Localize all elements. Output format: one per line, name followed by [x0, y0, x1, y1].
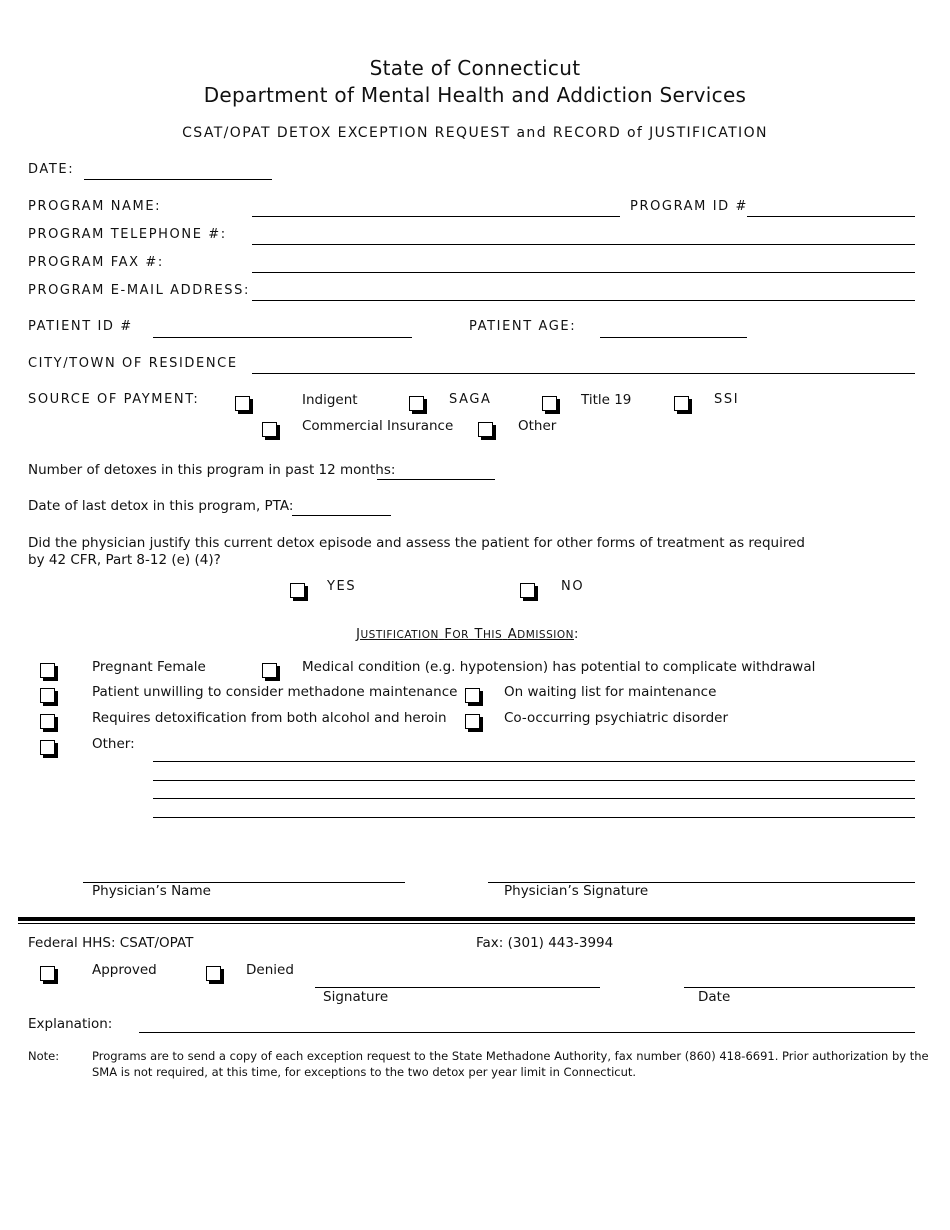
explanation-label: Explanation: — [28, 1016, 113, 1032]
form-title: CSAT/OPAT DETOX EXCEPTION REQUEST and RECORD of JUSTIFICATION — [182, 125, 768, 141]
title19-checkbox[interactable] — [542, 396, 557, 411]
note-label: Note: — [28, 1049, 60, 1063]
date-field[interactable] — [84, 179, 272, 180]
section-divider — [18, 917, 915, 921]
federal-signature-field[interactable] — [315, 987, 600, 988]
psychiatric-label: Co-occurring psychiatric disorder — [504, 710, 729, 726]
ssi-checkbox[interactable] — [674, 396, 689, 411]
other-line-3[interactable] — [153, 798, 915, 799]
alcohol-heroin-checkbox[interactable] — [40, 714, 55, 729]
patient-id-label: PATIENT ID # — [28, 319, 133, 334]
approved-label: Approved — [92, 962, 157, 978]
patient-age-label: PATIENT AGE: — [469, 319, 577, 334]
yes-label: YES — [327, 579, 357, 594]
justification-heading: JUSTIFICATION FOR THIS ADMISSION: — [356, 627, 579, 642]
denied-label: Denied — [246, 962, 294, 978]
pregnant-label: Pregnant Female — [92, 659, 206, 675]
source-of-payment-label: SOURCE OF PAYMENT: — [28, 392, 200, 407]
no-label: NO — [561, 579, 585, 594]
physician-signature-label: Physician’s Signature — [504, 883, 649, 899]
indigent-label: Indigent — [302, 392, 358, 408]
program-telephone-label: PROGRAM TELEPHONE #: — [28, 227, 227, 242]
other-line-1[interactable] — [153, 761, 915, 762]
city-town-label: CITY/TOWN OF RESIDENCE — [28, 356, 238, 371]
ssi-label: SSI — [714, 392, 740, 407]
explanation-field[interactable] — [139, 1032, 915, 1033]
other-justification-checkbox[interactable] — [40, 740, 55, 755]
federal-signature-label: Signature — [323, 989, 389, 1005]
note-line1: Programs are to send a copy of each exception request to the State Methadone Authority, fax number (860) 418-6691. Prior authorization by the — [92, 1049, 929, 1063]
patient-id-field[interactable] — [153, 337, 412, 338]
approved-checkbox[interactable] — [40, 966, 55, 981]
unwilling-label: Patient unwilling to consider methadone maintenance — [92, 684, 458, 700]
program-email-field[interactable] — [252, 300, 915, 301]
saga-label: SAGA — [449, 392, 492, 407]
last-detox-field[interactable] — [292, 515, 391, 516]
alcohol-heroin-label: Requires detoxification from both alcohol and heroin — [92, 710, 447, 726]
saga-checkbox[interactable] — [409, 396, 424, 411]
note-line2: SMA is not required, at this time, for exceptions to the two detox per year limit in Connecticut. — [92, 1065, 637, 1079]
commercial-insurance-checkbox[interactable] — [262, 422, 277, 437]
section-divider-thin — [18, 923, 915, 924]
program-email-label: PROGRAM E-MAIL ADDRESS: — [28, 283, 250, 298]
patient-age-field[interactable] — [600, 337, 747, 338]
medical-condition-label: Medical condition (e.g. hypotension) has potential to complicate withdrawal — [302, 659, 816, 675]
physician-question-line2: by 42 CFR, Part 8-12 (e) (4)? — [28, 552, 221, 568]
last-detox-label: Date of last detox in this program, PTA: — [28, 498, 294, 514]
pregnant-checkbox[interactable] — [40, 663, 55, 678]
program-telephone-field[interactable] — [252, 244, 915, 245]
commercial-insurance-label: Commercial Insurance — [302, 418, 454, 434]
medical-condition-checkbox[interactable] — [262, 663, 277, 678]
no-checkbox[interactable] — [520, 583, 535, 598]
other-payment-checkbox[interactable] — [478, 422, 493, 437]
other-payment-label: Other — [518, 418, 557, 434]
physician-name-label: Physician’s Name — [92, 883, 211, 899]
psychiatric-checkbox[interactable] — [465, 714, 480, 729]
program-name-field[interactable] — [252, 216, 620, 217]
program-fax-field[interactable] — [252, 272, 915, 273]
federal-fax-label: Fax: (301) 443-3994 — [476, 935, 614, 951]
num-detoxes-label: Number of detoxes in this program in past 12 months: — [28, 462, 396, 478]
unwilling-checkbox[interactable] — [40, 688, 55, 703]
federal-agency-label: Federal HHS: CSAT/OPAT — [28, 935, 194, 951]
federal-date-field[interactable] — [684, 987, 915, 988]
date-label: DATE: — [28, 162, 75, 177]
program-name-label: PROGRAM NAME: — [28, 199, 162, 214]
program-id-field[interactable] — [747, 216, 915, 217]
program-id-label: PROGRAM ID # — [630, 199, 748, 214]
other-line-4[interactable] — [153, 817, 915, 818]
federal-date-label: Date — [698, 989, 731, 1005]
state-title: State of Connecticut — [369, 56, 581, 80]
yes-checkbox[interactable] — [290, 583, 305, 598]
indigent-checkbox[interactable] — [235, 396, 250, 411]
title19-label: Title 19 — [581, 392, 632, 408]
other-line-2[interactable] — [153, 780, 915, 781]
num-detoxes-field[interactable] — [377, 479, 495, 480]
department-title: Department of Mental Health and Addiction Services — [203, 83, 747, 107]
physician-question-line1: Did the physician justify this current detox episode and assess the patient for other forms of treatment as required — [28, 535, 805, 551]
city-town-field[interactable] — [252, 373, 915, 374]
program-fax-label: PROGRAM FAX #: — [28, 255, 164, 270]
waiting-list-label: On waiting list for maintenance — [504, 684, 717, 700]
other-justification-label: Other: — [92, 736, 135, 752]
denied-checkbox[interactable] — [206, 966, 221, 981]
waiting-list-checkbox[interactable] — [465, 688, 480, 703]
